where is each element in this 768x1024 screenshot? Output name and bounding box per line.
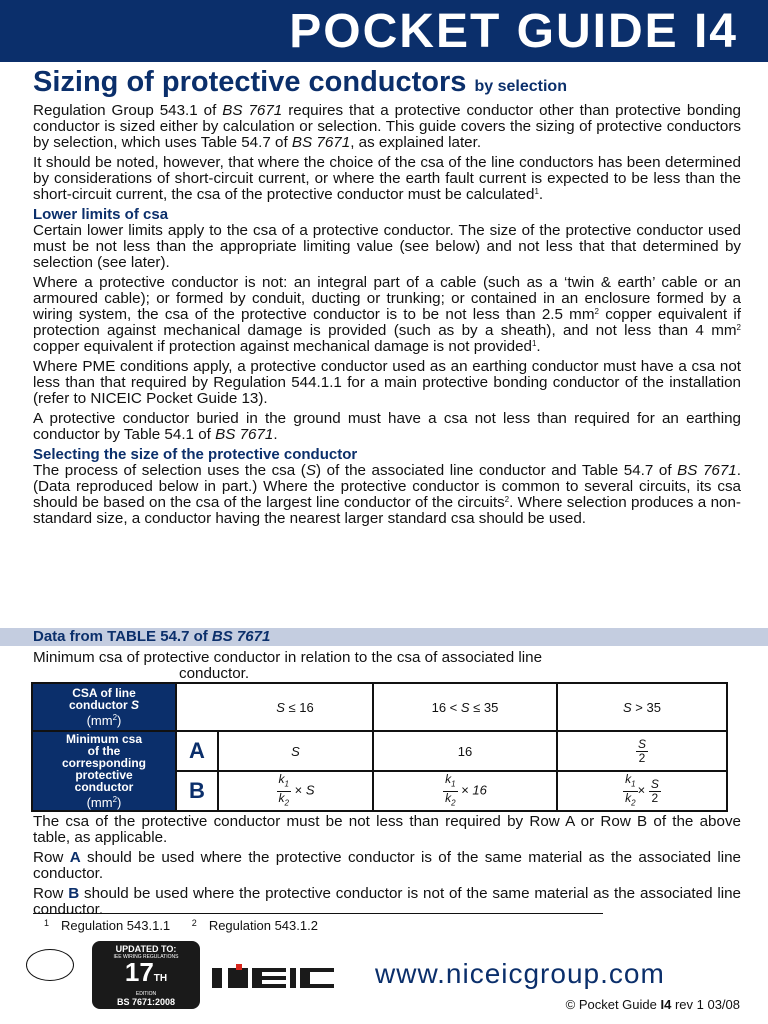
paragraph: The process of selection uses the csa (S) of the associated line conductor and Table 54.7 of BS 7671. (Data reproduced below in part.) Where the protective conductor is common to several circuits, its csa should be based on the csa of the largest line conductor of the circuits$^2$. Where selection produces a non-standard size, a conductor having the nearest larger standard csa should be used. [33,462,741,527]
table-notes: The csa of the protective conductor must be not less than required by Row A or Row B of the above table, as applicable. Row A should be used where the protective conductor is of the same material as the associated line conductor. Row B should be used where the protective conductor is not of the same material as the associated line conductor. [33,813,742,918]
paragraph: Certain lower limits apply to the csa of a protective conductor. The size of the protective conductor used must be not less than the appropriate limiting value (see below) and not less that that determined by selection (see later). [33,222,741,271]
paragraph: It should be noted, however, that where the choice of the csa of the line conductors has been determined by considerations of short-circuit current, or where the earth fault current is expected to be less than the short-circuit current, the csa of the protective conductor must be calculated$^1$. [33,154,741,203]
paragraph: Where PME conditions apply, a protective conductor used as an earthing conductor must have a csa not less than that required by Regulation 544.1.1 for a main protective bonding conductor of the installation (refer to NICEIC Pocket Guide 13). [33,358,741,407]
paragraph: Regulation Group 543.1 of BS 7671 requires that a protective conductor other than protective bonding conductor is sized either by calculation or selection. This guide covers the sizing of protective conductors by selection, which uses Table 54.7 of BS 7671, as explained later. [33,102,741,151]
section-heading: Lower limits of csa [33,206,169,223]
paragraph: A protective conductor buried in the ground must have a csa not less than required for an earthing conductor by Table 54.1 of BS 7671. [33,410,741,443]
oval-mark [26,949,74,981]
table-cell: 16 [373,731,557,771]
table-intro: Minimum csa of protective conductor in relation to the csa of associated line conductor. [33,649,543,682]
table-cell: $\frac{S}{2}$ [557,731,727,771]
table-cell: $\frac{k_1}{k_2}$ × S [218,771,373,811]
protective-conductor-table [31,682,728,812]
row-label-a: A [176,731,218,771]
column-header: S ≤ 16 [218,683,373,731]
column-header: 16 < S ≤ 35 [373,683,557,731]
table-cell: $\frac{k_1}{k_2}$ × 16 [373,771,557,811]
website-link[interactable]: www.niceicgroup.com [375,958,665,989]
edition-badge: UPDATED TO: IEE WIRING REGULATIONS 17TH EDITION BS 7671:2008 [92,941,200,1009]
footnote-rule [33,913,603,914]
table-cell: S [218,731,373,771]
row-header: Minimum csa of the corresponding protective conductor $(mm^2)$ [32,731,176,811]
paragraph: Where a protective conductor is not: an integral part of a cable (such as a ‘twin & earth’ cable or an armoured cable); or formed by conduit, ducting or trunking; or contained in an enclosure formed by a wiring system, the csa of the protective conductor is to be not less than 2.5 $mm^2$ copper equivalent if protection against mechanical damage is provided (such as by a sheath), and not less than 4 $mm^2$ copper equivalent if protection against mechanical damage is not provided$^1$. [33,274,741,355]
main-content [33,66,741,531]
footnotes: $^1$ Regulation 543.1.1 $^2$ Regulation 543.1.2 [44,918,318,933]
column-header: S > 35 [557,683,727,731]
guide-title: POCKET GUIDE I4 [289,5,738,58]
header-csa: CSA of line conductor S $(mm^2)$ [32,683,176,731]
table-cell: $\frac{k_1}{k_2}$ × $\frac{S}{2}$ [557,771,727,811]
niceic-logo-icon [212,960,362,994]
copyright: © Pocket Guide I4 rev 1 03/08 [565,997,740,1012]
row-label-b: B [176,771,218,811]
table-caption: Data from TABLE 54.7 of BS 7671 [33,628,271,645]
section-heading: Selecting the size of the protective conductor [33,446,358,463]
header-bar [0,0,768,62]
page-title: Sizing of protective conductors by selection [33,66,567,98]
